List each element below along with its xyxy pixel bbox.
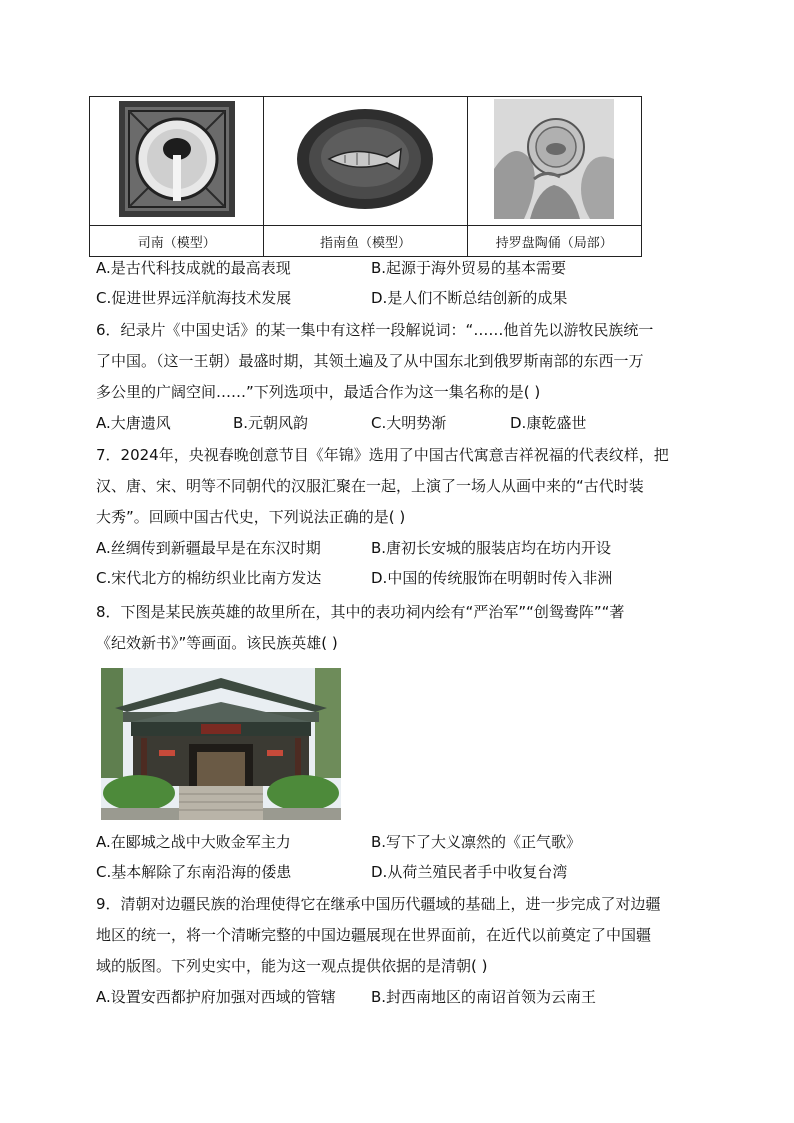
zhinanyu-model-image	[295, 107, 435, 211]
luopan-figurine-image	[494, 99, 614, 219]
q5-option-b[interactable]: B.起源于海外贸易的基本需要	[371, 259, 567, 277]
q6-option-d[interactable]: D.康乾盛世	[510, 414, 587, 432]
q8-stem-line-2: 《纪效新书》”等画面。该民族英雄( )	[96, 634, 338, 652]
memorial-hall-photo	[101, 668, 341, 820]
q8-option-b[interactable]: B.写下了大义凛然的《正气歌》	[371, 833, 582, 851]
zhinanyu-figure-cell	[264, 97, 467, 226]
q7-option-c[interactable]: C.宋代北方的棉纺织业比南方发达	[96, 569, 322, 587]
q7-option-d[interactable]: D.中国的传统服饰在明朝时传入非洲	[371, 569, 613, 587]
q7-option-b[interactable]: B.唐初长安城的服装店均在坊内开设	[371, 539, 612, 557]
q7-stem-line-1: 7．2024年，央视春晚创意节目《年锦》选用了中国古代寓意吉祥祝福的代表纹样，把	[96, 446, 669, 464]
caption-luopan: 持罗盘陶俑（局部）	[467, 226, 641, 257]
q9-stem-line-3: 域的版图。下列史实中，能为这一观点提供依据的是清朝( )	[96, 957, 488, 975]
q6-option-c[interactable]: C.大明势渐	[371, 414, 447, 432]
q6-stem-line-1: 6．纪录片《中国史话》的某一集中有这样一段解说词：“……他首先以游牧民族统一	[96, 321, 654, 339]
caption-sinan: 司南（模型）	[90, 226, 264, 257]
q7-stem-line-3: 大秀”。回顾中国古代史，下列说法正确的是( )	[96, 508, 406, 526]
q6-stem-line-3: 多公里的广阔空间……”下列选项中，最适合作为这一集名称的是( )	[96, 383, 541, 401]
q6-stem-line-2: 了中国。（这一王朝）最盛时期，其领土遍及了从中国东北到俄罗斯南部的东西一万	[96, 352, 644, 370]
q9-stem-line-2: 地区的统一，将一个清晰完整的中国边疆展现在世界面前，在近代以前奠定了中国疆	[96, 926, 652, 944]
q8-option-a[interactable]: A.在郾城之战中大败金军主力	[96, 833, 291, 851]
q8-stem-line-1: 8．下图是某民族英雄的故里所在，其中的表功祠内绘有“严治军”“创鸳鸯阵”“著	[96, 603, 625, 621]
q6-option-b[interactable]: B.元朝风韵	[233, 414, 309, 432]
q5-option-a[interactable]: A.是古代科技成就的最高表现	[96, 259, 291, 277]
q8-option-d[interactable]: D.从荷兰殖民者手中收复台湾	[371, 863, 568, 881]
sinan-model-image	[117, 99, 237, 219]
luopan-figure-cell	[467, 97, 641, 226]
q6-option-a[interactable]: A.大唐遗风	[96, 414, 171, 432]
q7-option-a[interactable]: A.丝绸传到新疆最早是在东汉时期	[96, 539, 321, 557]
q9-option-a[interactable]: A.设置安西都护府加强对西域的管辖	[96, 988, 336, 1006]
sinan-figure-cell	[90, 97, 264, 226]
q9-option-b[interactable]: B.封西南地区的南诏首领为云南王	[371, 988, 597, 1006]
q5-option-c[interactable]: C.促进世界远洋航海技术发展	[96, 289, 292, 307]
q8-option-c[interactable]: C.基本解除了东南沿海的倭患	[96, 863, 292, 881]
q7-stem-line-2: 汉、唐、宋、明等不同朝代的汉服汇聚在一起，上演了一场人从画中来的“古代时装	[96, 477, 644, 495]
q5-option-d[interactable]: D.是人们不断总结创新的成果	[371, 289, 568, 307]
caption-zhinanyu: 指南鱼（模型）	[264, 226, 467, 257]
q9-stem-line-1: 9．清朝对边疆民族的治理使得它在继承中国历代疆域的基础上，进一步完成了对边疆	[96, 895, 661, 913]
figure-table	[89, 96, 642, 257]
